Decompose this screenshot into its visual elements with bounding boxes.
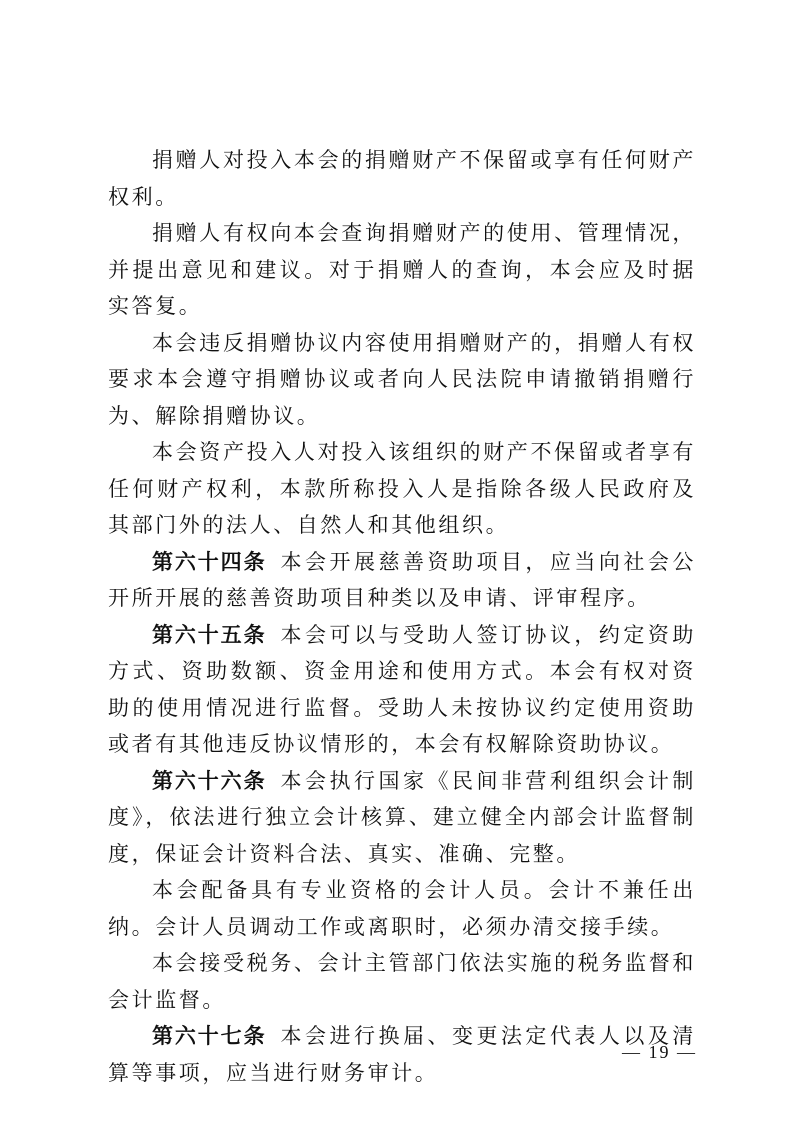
paragraph-text: 本会配备具有专业资格的会计人员。会计不兼任出纳。会计人员调动工作或离职时，必须办清交接手续。 [108,878,696,939]
paragraph-text: 本会接受税务、会计主管部门依法实施的税务监督和会计监督。 [108,951,696,1012]
article-number: 第六十五条 [152,621,267,647]
paragraph-3 [108,325,696,435]
article-number: 第六十六条 [152,767,267,793]
paragraph-2 [108,215,696,325]
paragraph-text: 本会进行换届、变更法定代表人以及清算等事项，应当进行财务审计。 [108,1024,697,1085]
paragraph-text: 捐赠人有权向本会查询捐赠财产的使用、管理情况，并提出意见和建议。对于捐赠人的查询，本会应及时据实答复。 [108,221,696,318]
document-body [108,142,696,1091]
paragraph-8 [108,872,696,945]
page-number: — 19 — [622,1042,697,1062]
article-66 [108,763,696,873]
article-65 [108,617,696,763]
article-number: 第六十四条 [152,548,267,574]
paragraph-text: 本会违反捐赠协议内容使用捐赠财产的，捐赠人有权要求本会遵守捐赠协议或者向人民法院申请撤销捐赠行为、解除捐赠协议。 [108,330,696,428]
article-64 [108,544,696,617]
paragraph-1 [108,142,696,215]
paragraph-text: 本会执行国家《民间非营利组织会计制度》，依法进行独立会计核算、建立健全内部会计监督制度，保证会计资料合法、真实、准确、完整。 [108,768,697,866]
article-number: 第六十七条 [152,1023,267,1048]
article-67 [108,1018,696,1091]
paragraph-text: 本会开展慈善资助项目，应当向社会公开所开展的慈善资助项目种类以及申请、评审程序。 [108,549,697,610]
paragraph-9 [108,945,696,1018]
paragraph-text: 本会可以与受助人签订协议，约定资助方式、资助数额、资金用途和使用方式。本会有权对资助的使用情况进行监督。受助人未按协议约定使用资助或者有其他违反协议情形的，本会有权解除资助协议。 [108,622,697,756]
paragraph-text: 捐赠人对投入本会的捐赠财产不保留或享有任何财产权利。 [108,148,696,209]
paragraph-4 [108,434,696,544]
paragraph-text: 本会资产投入人对投入该组织的财产不保留或者享有任何财产权利，本款所称投入人是指除各级人民政府及其部门外的法人、自然人和其他组织。 [108,440,696,537]
